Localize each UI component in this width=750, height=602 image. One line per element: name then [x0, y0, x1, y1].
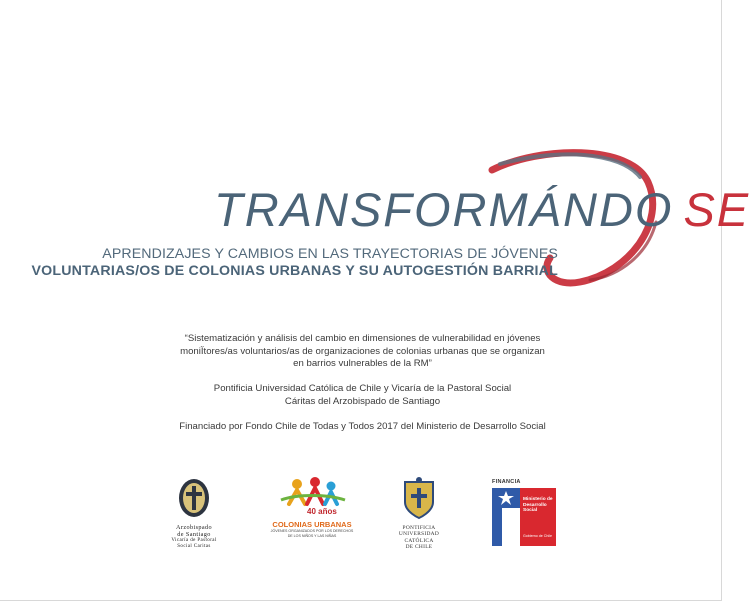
arzobispado-vicaria: Vicaría de Pastoral [171, 538, 217, 543]
arzobispado-seal-icon [163, 477, 225, 519]
colonias-figures-icon [267, 474, 357, 516]
ministerio-flag-block [492, 488, 556, 546]
arzobispado-name-2: de Santiago [177, 531, 211, 538]
project-description [150, 333, 575, 371]
ministerio-name-2: Desarrollo [523, 502, 547, 508]
gobierno-label: Gobierno de Chile [523, 534, 552, 538]
ministerio-name-3: Social [523, 508, 538, 513]
funding-note: Financiado por Fondo Chile de Todas y Todos 2017 del Ministerio de Desarrollo Social [179, 421, 546, 432]
title-main: TRANSFORMÁNDO [214, 183, 674, 236]
puc-name-3: CATÓLICA [404, 537, 434, 544]
colonias-urbanas-logo [267, 474, 357, 539]
ministerio-logo [492, 479, 558, 546]
institutions [150, 383, 575, 408]
arzobispado-caritas: Social Caritas [177, 544, 211, 549]
main-title [214, 183, 750, 236]
colonias-name: COLONIAS URBANAS [272, 520, 352, 529]
title-accent: SE [683, 183, 750, 236]
description-line: “Sistematización y análisis del cambio en dimensiones de vulnerabilidad en jóvenes [184, 333, 541, 344]
puc-logo [393, 476, 445, 551]
arzobispado-logo [163, 477, 225, 550]
institution-line: Pontificia Universidad Católica de Chile y Vicaría de la Pastoral Social [213, 383, 512, 394]
star-icon [498, 491, 514, 505]
puc-name: PONTIFICIA [402, 525, 436, 531]
colonias-tagline: JÓVENES ORGANIZADOS POR LOS DERECHOS [270, 529, 354, 533]
flag-white-stripe [502, 508, 520, 546]
description-line: en barrios vulnerables de la RM” [293, 358, 432, 370]
ministerio-name: Ministerio de [523, 497, 553, 502]
subtitle-line-1: APRENDIZAJES Y CAMBIOS EN LAS TRAYECTORIAS DE JÓVENES [102, 246, 558, 262]
description-line: moniÏtores/as voluntarios/as de organizaciones de colonias urbanas que se organizan [180, 345, 545, 357]
puc-name-2: UNIVERSIDAD [398, 531, 440, 538]
puc-shield-icon [393, 476, 445, 520]
puc-name-4: DE CHILE [405, 544, 433, 551]
subtitle-line-2: VOLUNTARIAS/OS DE COLONIAS URBANAS Y SU AUTOGESTIÓN BARRIAL [31, 263, 558, 279]
arzobispado-name: Arzobispado [175, 524, 213, 531]
colonias-years: 40 años [307, 507, 337, 516]
institution-line: Cáritas del Arzobispado de Santiago [284, 395, 441, 407]
colonias-tagline-2: DE LOS NIÑOS Y LAS NIÑAS [287, 534, 337, 538]
ministerio-header: FINANCIA [492, 479, 521, 485]
